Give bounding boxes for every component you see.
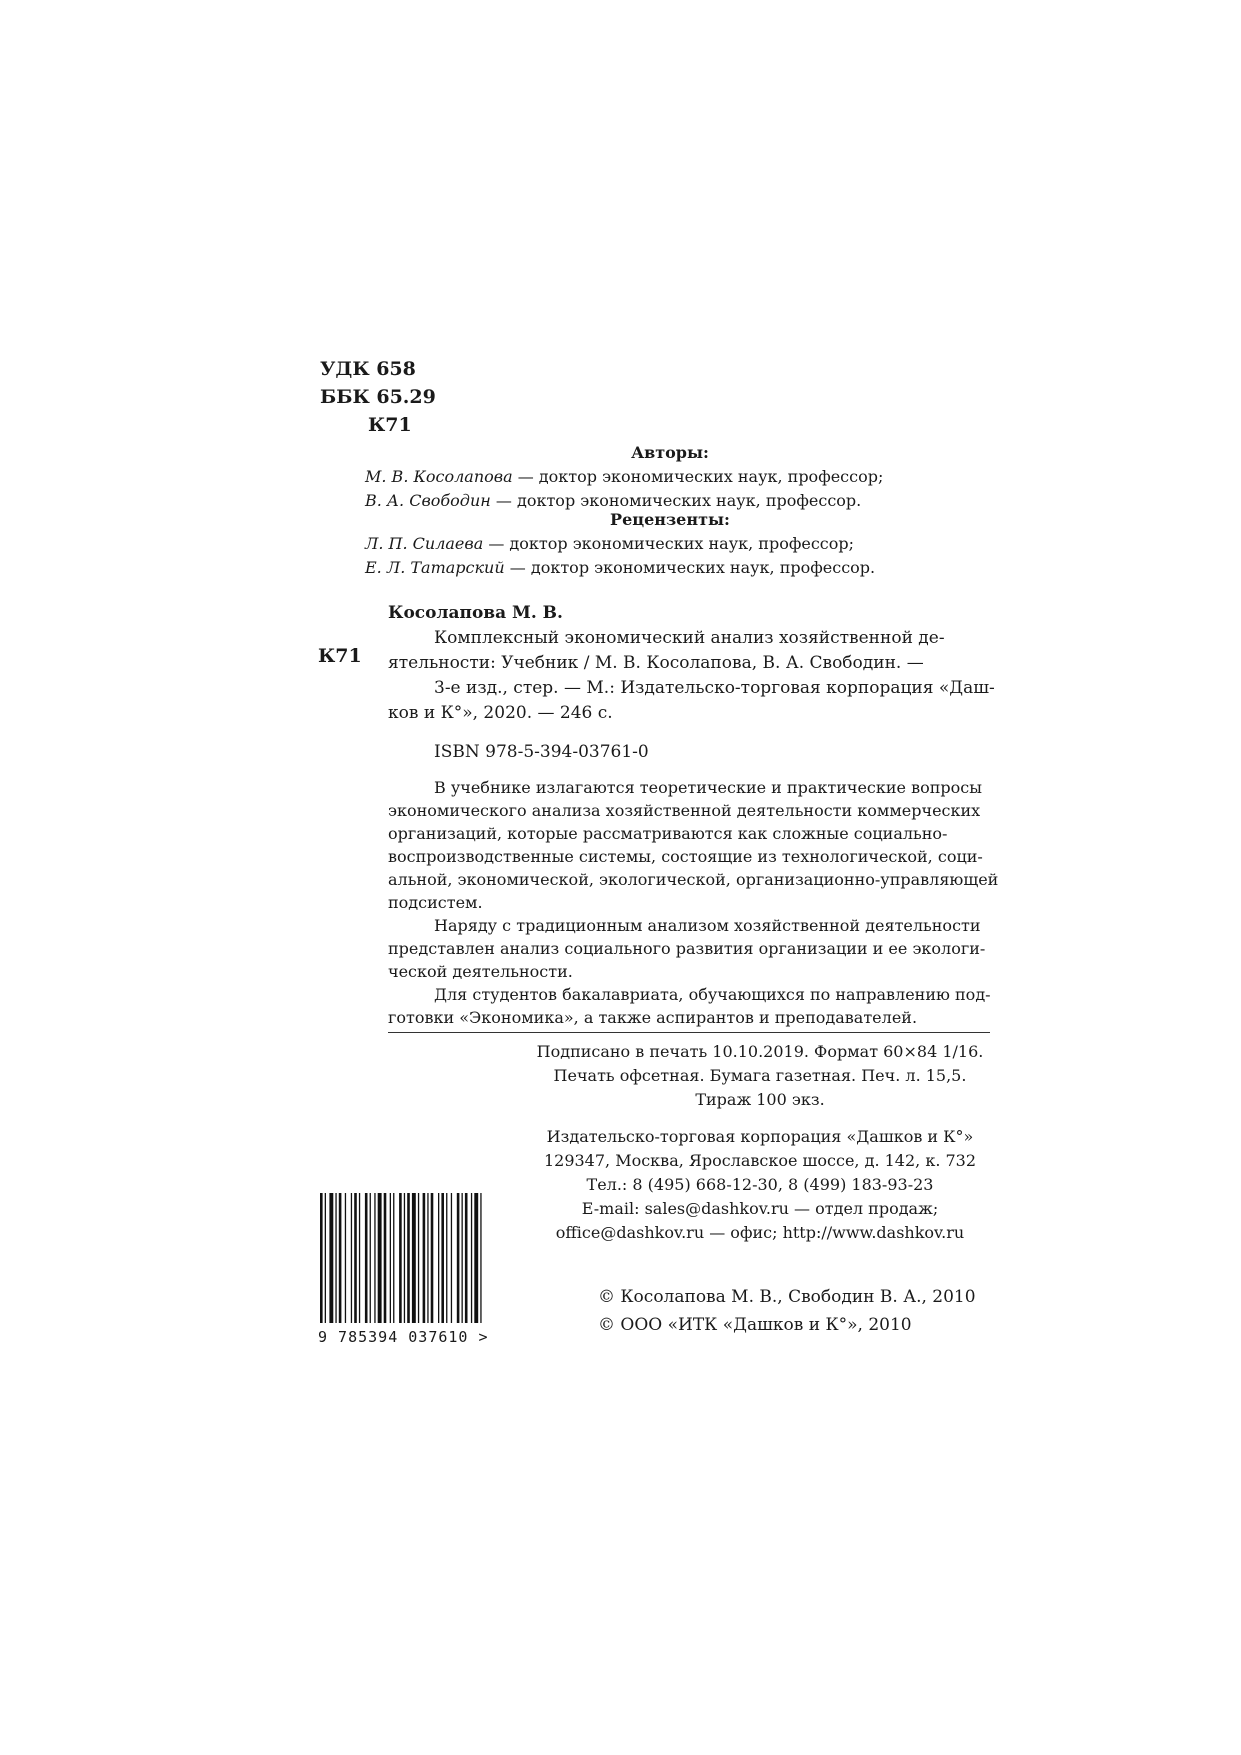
udk-code: УДК 658 xyxy=(320,358,416,380)
barcode-bar xyxy=(457,1193,460,1323)
barcode-bar xyxy=(480,1193,481,1323)
barcode-bar xyxy=(390,1193,391,1323)
annotation-line: экономического анализа хозяйственной деятельности коммерческих xyxy=(388,801,981,820)
barcode-bar xyxy=(320,1193,323,1323)
reviewer-role: — доктор экономических наук, профессор. xyxy=(504,558,876,577)
annotation-line: воспроизводственные системы, состоящие из технологической, соци- xyxy=(388,847,983,866)
barcode-bar xyxy=(351,1193,352,1323)
barcode-bar xyxy=(465,1193,468,1323)
print-line: Тираж 100 экз. xyxy=(695,1090,825,1109)
reviewer-name: Е. Л. Татарский xyxy=(365,558,505,577)
bibliography-author: Косолапова М. В. xyxy=(388,603,563,623)
divider-line xyxy=(388,1032,990,1033)
barcode-bar xyxy=(354,1193,357,1323)
barcode-bar xyxy=(441,1193,444,1323)
annotation-line: представлен анализ социального развития организации и ее экологи- xyxy=(388,939,986,958)
barcode-bar xyxy=(345,1193,346,1323)
barcode-bar xyxy=(384,1193,387,1323)
print-details xyxy=(530,1040,990,1112)
print-line: Подписано в печать 10.10.2019. Формат 60×84 1/16. xyxy=(536,1042,984,1061)
isbn-barcode xyxy=(318,1193,514,1325)
barcode-bar xyxy=(378,1193,382,1323)
barcode-bar xyxy=(474,1193,478,1323)
author-name: В. А. Свободин xyxy=(365,491,491,510)
bbk-code: ББК 65.29 xyxy=(320,386,436,408)
isbn: ISBN 978-5-394-03761-0 xyxy=(434,742,649,762)
barcode-bar xyxy=(427,1193,428,1323)
annotation-line: организаций, которые рассматриваются как сложные социально- xyxy=(388,824,948,843)
barcode-bar xyxy=(446,1193,447,1323)
barcode-bar xyxy=(451,1193,452,1323)
annotation-line: подсистем. xyxy=(388,893,483,912)
publisher-line: office@dashkov.ru — офис; http://www.dashkov.ru xyxy=(555,1223,965,1242)
author-line xyxy=(365,465,883,489)
reviewer-line xyxy=(365,556,875,580)
barcode-bar xyxy=(370,1193,371,1323)
reviewer-line xyxy=(365,532,854,556)
barcode-digits: 9 785394 037610 > xyxy=(318,1328,489,1346)
print-line: Печать офсетная. Бумага газетная. Печ. л. 15,5. xyxy=(553,1066,967,1085)
annotation-line: Наряду с традиционным анализом хозяйственной деятельности xyxy=(434,916,981,935)
barcode-bar xyxy=(359,1193,360,1323)
annotation xyxy=(388,776,999,1029)
barcode-bar xyxy=(325,1193,326,1323)
barcode-bar xyxy=(374,1193,375,1323)
annotation-line: готовки «Экономика», а также аспирантов и преподавателей. xyxy=(388,1008,918,1027)
author-role: — доктор экономических наук, профессор; xyxy=(512,467,884,486)
publisher-line: Издательско-торговая корпорация «Дашков и К°» xyxy=(546,1127,974,1146)
copyright-publisher: © ООО «ИТК «Дашков и К°», 2010 xyxy=(598,1315,912,1335)
barcode-bar xyxy=(335,1193,336,1323)
barcode-bar xyxy=(438,1193,439,1323)
publisher-line: E-mail: sales@dashkov.ru — отдел продаж; xyxy=(581,1199,939,1218)
barcode-bar xyxy=(431,1193,434,1323)
barcode-bar xyxy=(404,1193,405,1323)
author-name: М. В. Косолапова xyxy=(365,467,513,486)
barcode-bar xyxy=(412,1193,416,1323)
publisher-line: Тел.: 8 (495) 668-12-30, 8 (499) 183-93-23 xyxy=(586,1175,934,1194)
bibliography-line: 3-е изд., стер. — М.: Издательско-торговая корпорация «Даш- xyxy=(434,678,995,698)
barcode-bar xyxy=(407,1193,410,1323)
annotation-line: В учебнике излагаются теоретические и практические вопросы xyxy=(434,778,982,797)
reviewer-name: Л. П. Силаева xyxy=(365,534,484,553)
barcode-bar xyxy=(393,1193,394,1323)
barcode-bar xyxy=(423,1193,426,1323)
bibliography-line: ков и К°», 2020. — 246 с. xyxy=(388,703,613,723)
reviewers-heading: Рецензенты: xyxy=(610,510,730,529)
barcode-bar xyxy=(418,1193,419,1323)
publisher-details xyxy=(530,1125,990,1245)
barcode-bar xyxy=(365,1193,368,1323)
barcode-bar xyxy=(339,1193,342,1323)
barcode-bar xyxy=(462,1193,463,1323)
barcode-bar xyxy=(471,1193,472,1323)
annotation-line: ческой деятельности. xyxy=(388,962,573,981)
bibliography-line: Комплексный экономический анализ хозяйственной де- xyxy=(434,628,945,648)
publisher-line: 129347, Москва, Ярославское шоссе, д. 142, к. 732 xyxy=(543,1151,977,1170)
bibliography-line: ятельности: Учебник / М. В. Косолапова, В. А. Свободин. — xyxy=(388,653,924,673)
author-role: — доктор экономических наук, профессор. xyxy=(490,491,862,510)
annotation-line: Для студентов бакалавриата, обучающихся по направлению под- xyxy=(434,985,991,1004)
bibliography-description xyxy=(388,626,995,726)
annotation-line: альной, экономической, экологической, организационно-управляющей xyxy=(388,870,999,889)
authors-heading: Авторы: xyxy=(631,443,709,462)
reviewer-role: — доктор экономических наук, профессор; xyxy=(483,534,855,553)
author-sign: К71 xyxy=(368,414,412,436)
copyright-authors: © Косолапова М. В., Свободин В. А., 2010 xyxy=(598,1287,976,1307)
barcode-bar xyxy=(329,1193,333,1323)
barcode-bar xyxy=(399,1193,402,1323)
bibliography-sign: К71 xyxy=(318,645,362,667)
